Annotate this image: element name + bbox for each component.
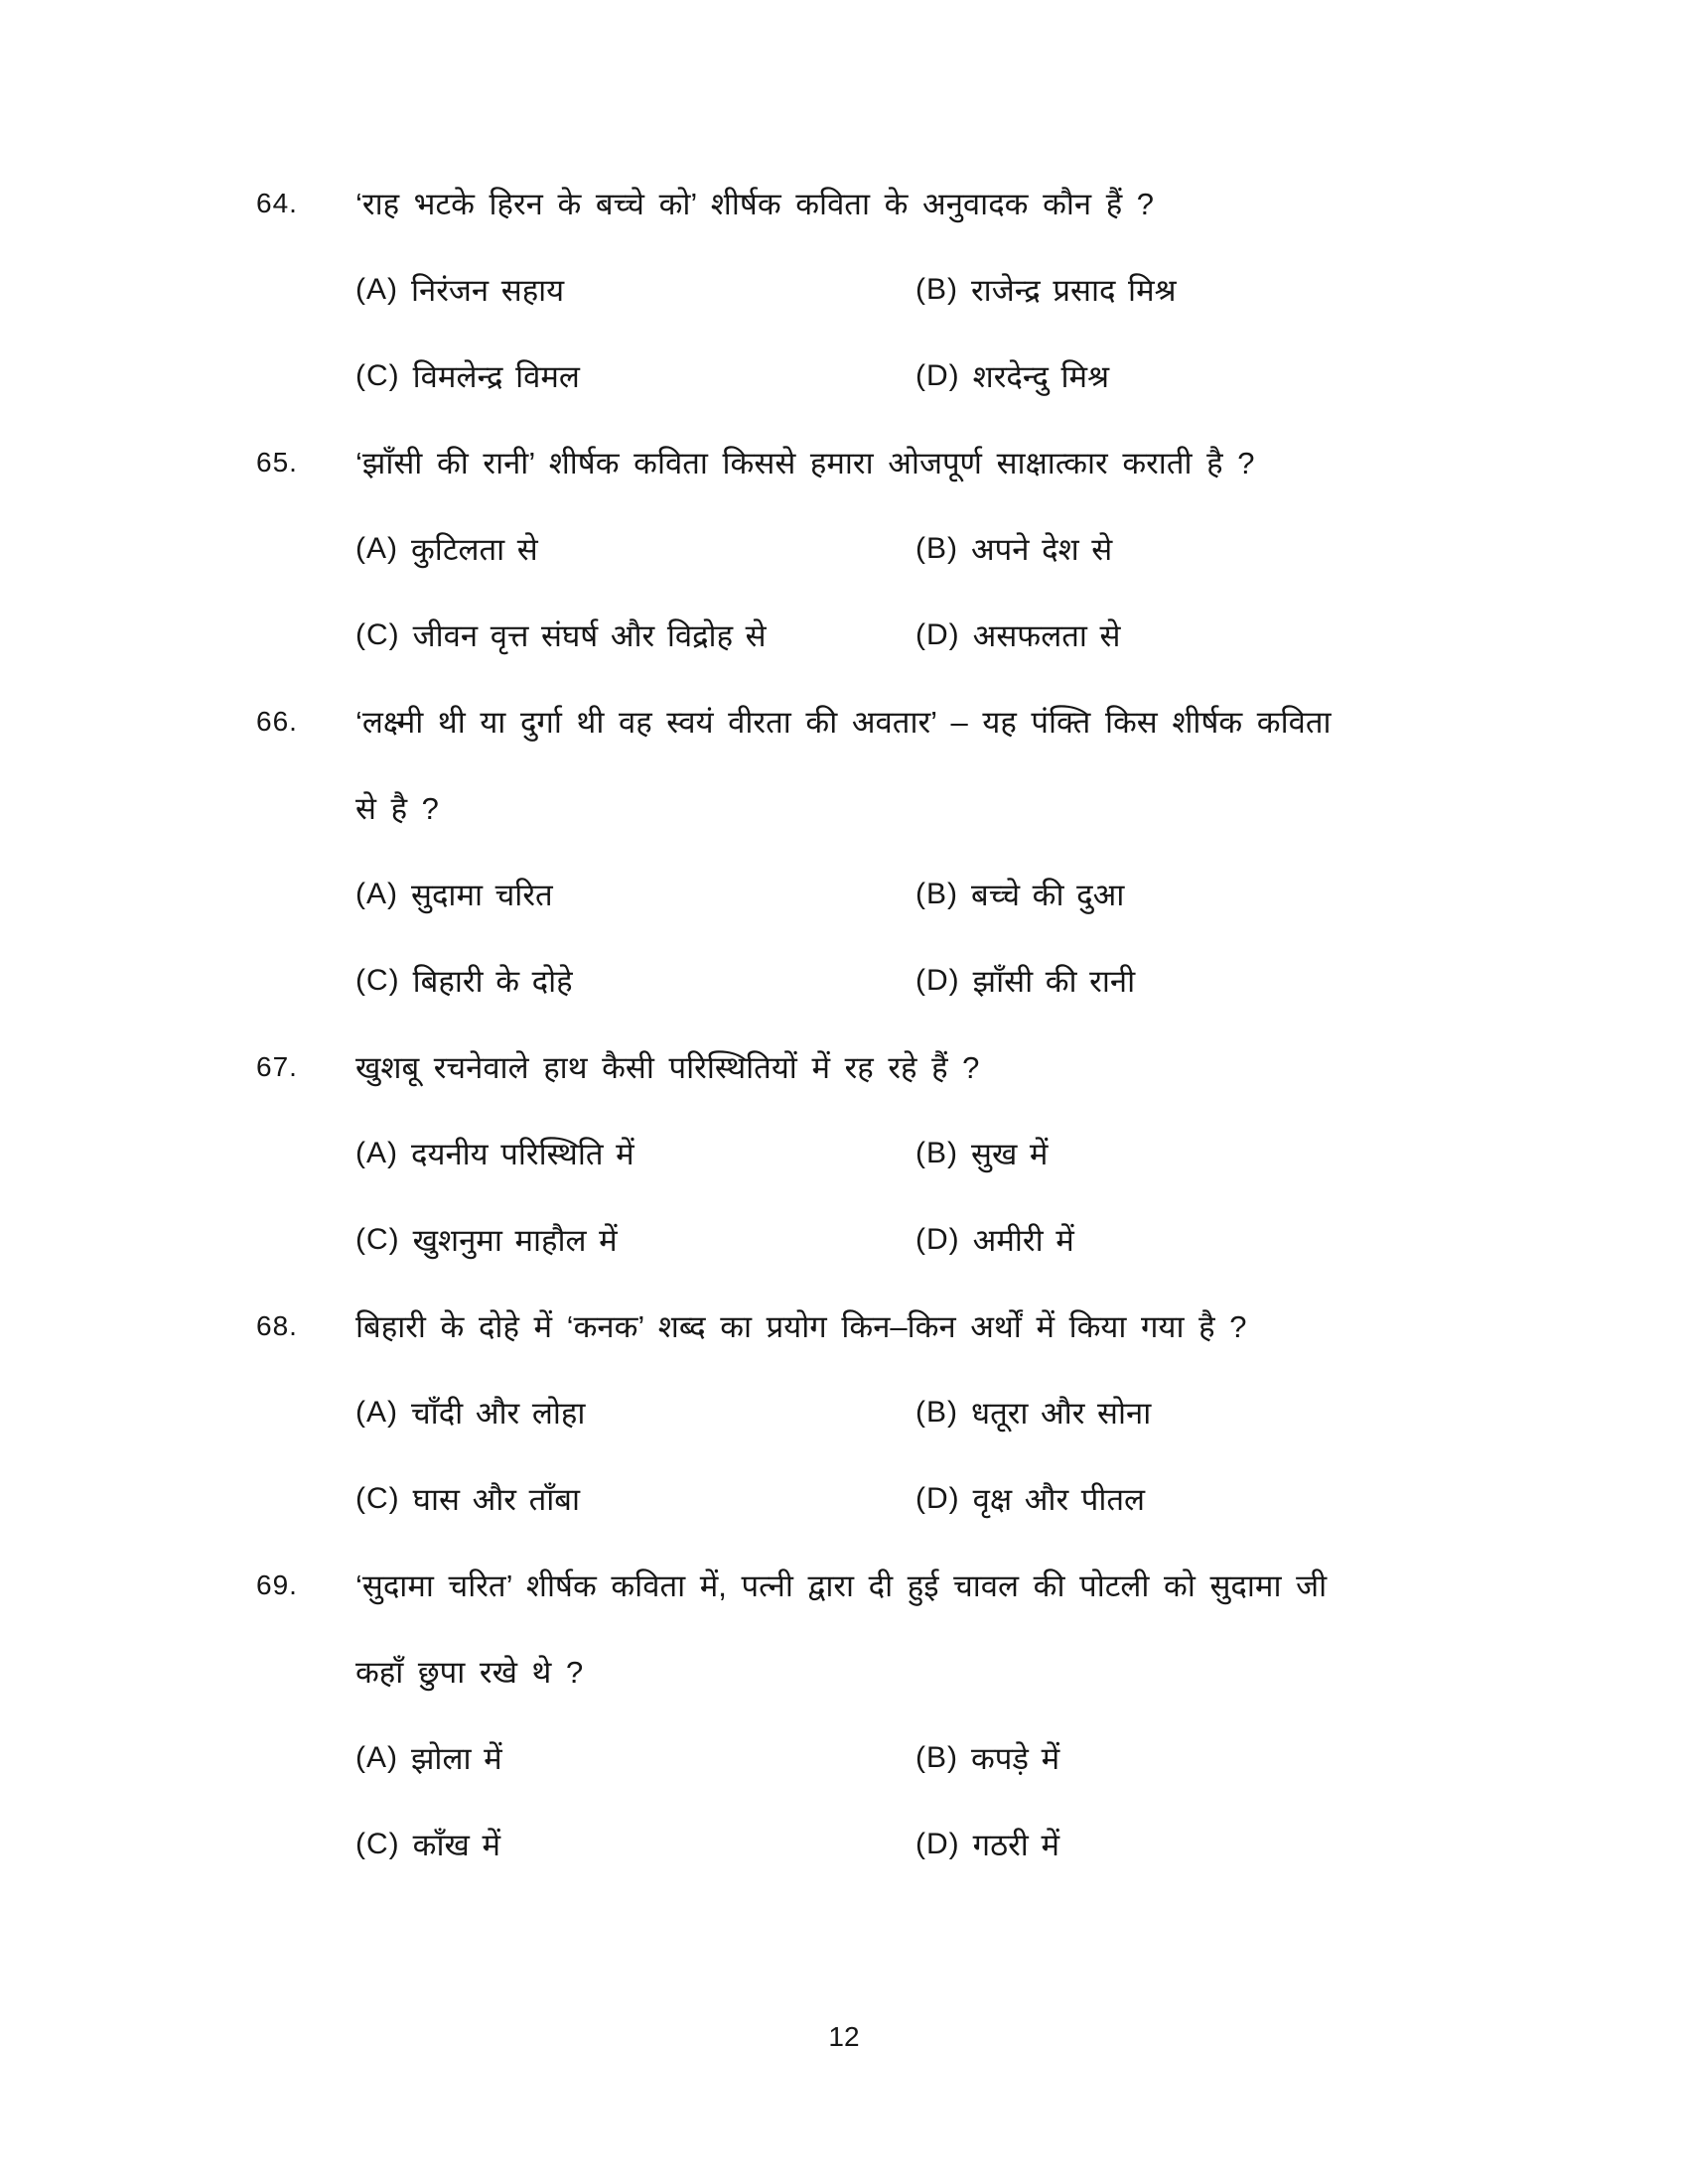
option-b [915, 1737, 1059, 1779]
option-label: (B) [915, 1136, 958, 1169]
option-text: निरंजन सहाय [411, 272, 565, 308]
option-c [355, 355, 915, 397]
option-text: काँख में [412, 1827, 501, 1862]
question-text-line: से है ? [355, 790, 439, 826]
option-a [355, 1737, 915, 1779]
option-label: (B) [915, 1740, 958, 1774]
question-text-line: बिहारी के दोहे में ‘कनक’ शब्द का प्रयोग किन–किन अर्थों में किया गया है ? [355, 1308, 1247, 1344]
option-label: (D) [915, 1222, 960, 1256]
option-d [915, 1824, 1059, 1865]
question-number: 69. [256, 1569, 298, 1600]
question-number: 68. [256, 1309, 298, 1341]
question-text-line: ‘लक्ष्मी थी या दुर्गा थी वह स्वयं वीरता की अवतार’ – यह पंक्ति किस शीर्षक कविता [355, 704, 1332, 740]
option-text: अमीरी में [972, 1222, 1074, 1258]
option-label: (A) [355, 1740, 398, 1774]
option-b [915, 269, 1177, 311]
option-d [915, 1219, 1074, 1261]
option-d [915, 960, 1135, 1002]
option-text: जीवन वृत्त संघर्ष और विद्रोह से [412, 617, 767, 653]
question-65 [256, 419, 1628, 678]
option-b [915, 1392, 1151, 1433]
page-number: 12 [828, 2021, 860, 2052]
option-text: चाँदी और लोहा [411, 1395, 586, 1431]
question-text-line: ‘झाँसी की रानी’ शीर्षक कविता किससे हमारा ओजपूर्ण साक्षात्कार कराती है ? [355, 445, 1255, 480]
question-text-line: खुशबू रचनेवाले हाथ कैसी परिस्थितियों में रह रहे हैं ? [355, 1049, 980, 1085]
option-text: शरदेन्दु मिश्र [972, 358, 1110, 394]
option-text: सुदामा चरित [411, 877, 553, 912]
option-text: वृक्ष और पीतल [972, 1481, 1146, 1517]
option-label: (D) [915, 1481, 960, 1515]
option-a [355, 528, 915, 570]
question-number: 65. [256, 446, 298, 478]
option-text: घास और ताँबा [412, 1481, 581, 1517]
question-67 [256, 1024, 1628, 1283]
question-number: 67. [256, 1050, 298, 1082]
option-label: (C) [355, 358, 400, 392]
option-c [355, 614, 915, 656]
question-68 [256, 1283, 1628, 1542]
option-text: गठरी में [972, 1827, 1059, 1862]
question-66 [256, 678, 1628, 1024]
option-a [355, 1133, 915, 1174]
option-d [915, 1478, 1145, 1520]
option-label: (D) [915, 1827, 960, 1860]
option-label: (B) [915, 877, 958, 910]
option-text: दयनीय परिस्थिति में [411, 1136, 634, 1171]
option-text: विमलेन्द्र विमल [412, 358, 580, 394]
option-label: (D) [915, 358, 960, 392]
question-64 [256, 160, 1628, 419]
option-label: (C) [355, 1481, 400, 1515]
option-text: बिहारी के दोहे [412, 963, 573, 999]
option-label: (A) [355, 531, 398, 565]
option-label: (B) [915, 531, 958, 565]
option-c [355, 1219, 915, 1261]
option-label: (A) [355, 272, 398, 306]
option-text: कुटिलता से [411, 531, 538, 567]
option-text: झोला में [411, 1740, 502, 1776]
option-label: (A) [355, 1395, 398, 1429]
option-label: (C) [355, 963, 400, 997]
option-label: (D) [915, 617, 960, 651]
option-label: (A) [355, 877, 398, 910]
question-number: 66. [256, 705, 298, 737]
option-c [355, 1478, 915, 1520]
option-text: खुशनुमा माहौल में [412, 1222, 618, 1258]
option-c [355, 1824, 915, 1865]
option-a [355, 874, 915, 915]
option-label: (A) [355, 1136, 398, 1169]
option-label: (C) [355, 1222, 400, 1256]
question-text-line: ‘सुदामा चरित’ शीर्षक कविता में, पत्नी द्वारा दी हुई चावल की पोटली को सुदामा जी [355, 1568, 1328, 1603]
option-text: अपने देश से [971, 531, 1113, 567]
question-text-line: ‘राह भटके हिरन के बच्चे को’ शीर्षक कविता के अनुवादक कौन हैं ? [355, 186, 1155, 221]
option-text: राजेन्द्र प्रसाद मिश्र [971, 272, 1177, 308]
option-b [915, 528, 1112, 570]
question-69 [256, 1542, 1628, 1887]
question-number: 64. [256, 187, 298, 218]
option-text: सुख में [971, 1136, 1049, 1171]
option-text: असफलता से [972, 617, 1121, 653]
option-label: (C) [355, 1827, 400, 1860]
option-label: (C) [355, 617, 400, 651]
option-text: कपड़े में [971, 1740, 1060, 1776]
option-d [915, 614, 1120, 656]
option-a [355, 1392, 915, 1433]
option-c [355, 960, 915, 1002]
option-label: (B) [915, 1395, 958, 1429]
option-label: (B) [915, 272, 958, 306]
question-text-line: कहाँ छुपा रखे थे ? [355, 1654, 584, 1690]
option-label: (D) [915, 963, 960, 997]
option-b [915, 1133, 1048, 1174]
option-text: धतूरा और सोना [971, 1395, 1152, 1431]
option-b [915, 874, 1124, 915]
option-text: झाँसी की रानी [972, 963, 1136, 999]
option-text: बच्चे की दुआ [971, 877, 1125, 912]
option-d [915, 355, 1109, 397]
option-a [355, 269, 915, 311]
